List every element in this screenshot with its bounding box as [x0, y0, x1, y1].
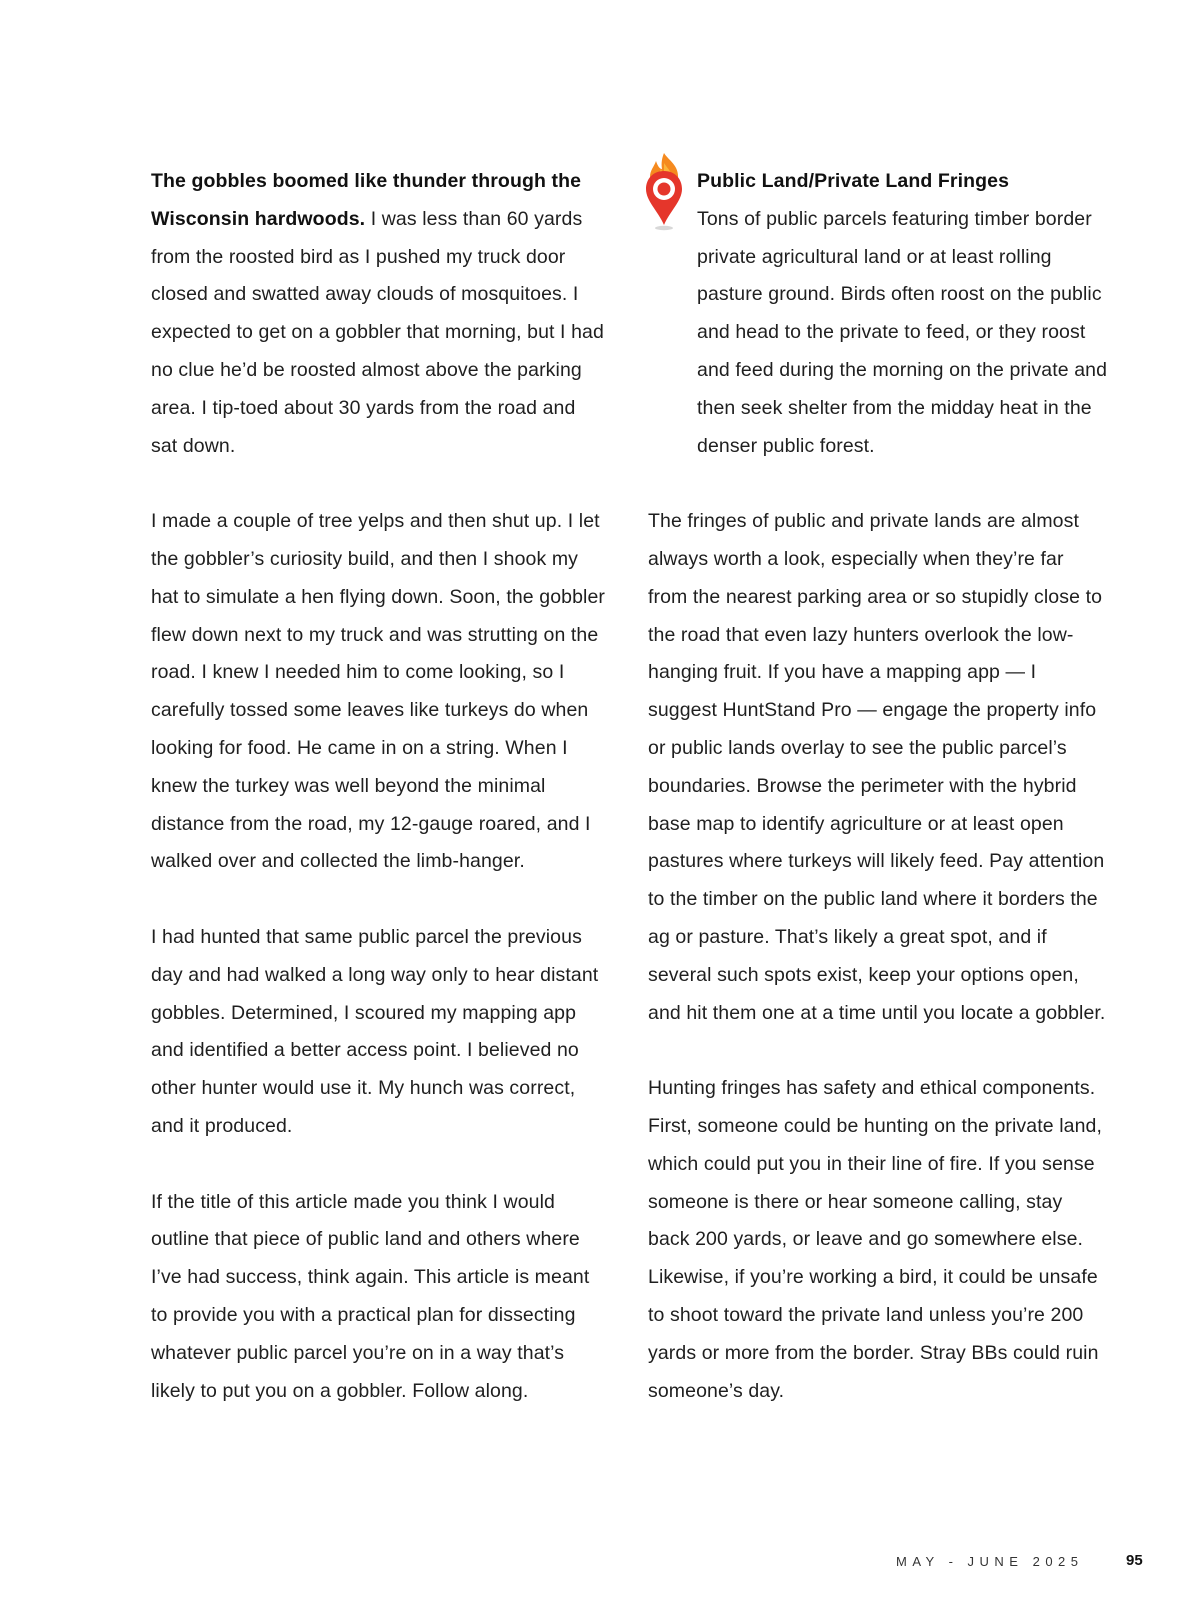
location-pin-flame-icon — [641, 151, 687, 235]
body-paragraph: I made a couple of tree yelps and then shut up. I let the gobbler’s curiosity build, and then I shook my hat to simulate a hen flying down. Soon, the gobbler flew down next to my truck and was strutting on the road. I knew I needed him to come looking, so I carefully tossed some leaves like turkeys do when looking for food. He came in on a string. When I knew the turkey was well beyond the minimal distance from the road, my 12-gauge roared, and I walked over and collected the limb-hanger. — [151, 510, 605, 873]
intro-paragraph — [151, 163, 606, 465]
section-intro: Tons of public parcels featuring timber border private agricultural land or at least rolling pasture ground. Birds often roost on the public and head to the private to feed, or they roost and feed during the morning on the private and then seek shelter from the midday heat in the denser public forest. — [697, 207, 1108, 457]
issue-date: MAY - JUNE 2025 — [896, 1554, 1084, 1569]
body-paragraph: If the title of this article made you think I would outline that piece of public land and others where I’ve had success, think again. This article is meant to provide you with a practical plan for dissecting whatever public parcel you’re on in a way that’s likely to put you on a gobbler. Follow along. — [151, 1190, 590, 1402]
page-number: 95 — [1126, 1552, 1143, 1569]
intro-body: I was less than 60 yards from the roosted bird as I pushed my truck door closed and swatted away clouds of mosquitoes. I expected to get on a gobbler that morning, but I had no clue he’d be roosted almost above the parking area. I tip-toed about 30 yards from the road and sat down. — [151, 207, 604, 457]
body-paragraph: I had hunted that same public parcel the previous day and had walked a long way only to hear distant gobbles. Determined, I scoured my mapping app and identified a better access point. I believed no other hunter would use it. My hunch was correct, and it produced. — [151, 925, 599, 1137]
left-column — [151, 163, 606, 1448]
body-paragraph: The fringes of public and private lands are almost always worth a look, especially when they’re far from the nearest parking area or so stupidly close to the road that even lazy hunters overlook the low-hanging fruit. If you have a mapping app — I suggest HuntStand Pro — engage the property info or public lands overlay to see the public parcel’s boundaries. Browse the perimeter with the hybrid base map to identify agriculture or at least open pastures where turkeys will likely feed. Pay attention to the timber on the public land where it borders the ag or pasture. That’s likely a great spot, and if several such spots exist, keep your options open, and hit them one at a time until you locate a gobbler. — [648, 510, 1106, 1024]
section-header — [648, 163, 1108, 465]
section-title: Public Land/Private Land Fringes — [697, 170, 1010, 192]
right-column — [648, 163, 1108, 1448]
body-paragraph: Hunting fringes has safety and ethical components. First, someone could be hunting on the private land, which could put you in their line of fire. If you sense someone is there or hear someone calling, stay back 200 yards, or leave and go somewhere else. Likewise, if you’re working a bird, it could be unsafe to shoot toward the private land unless you’re 200 yards or more from the border. Stray BBs could ruin someone’s day. — [648, 1077, 1102, 1402]
lead-sentence: The gobbles boomed like thunder through the Wisconsin hardwoods. — [151, 170, 582, 230]
